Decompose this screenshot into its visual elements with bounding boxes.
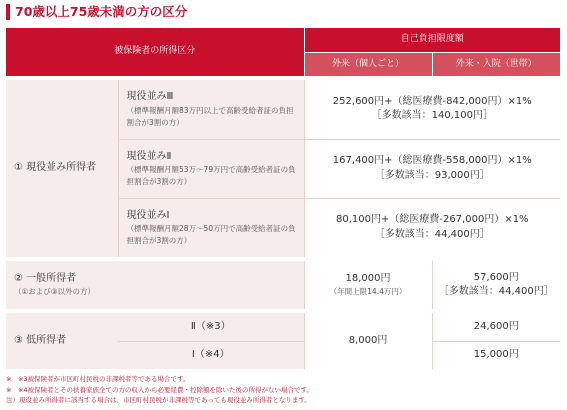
category-general-income xyxy=(6,261,304,309)
low-2-household-limit xyxy=(432,313,560,341)
limit-annual-note: （年間上限14.4万円） xyxy=(329,286,407,296)
general-household-limit xyxy=(432,261,560,309)
tier-note: （標準報酬月額53万～79万円で高齢受給者証の負担割合が3割の方） xyxy=(126,165,296,186)
tier-active-3 xyxy=(118,80,304,139)
limit-table xyxy=(6,28,560,369)
limit-multiple: ［多数該当：44,400円］ xyxy=(374,228,490,240)
footnotes xyxy=(6,374,562,406)
table-row xyxy=(6,313,560,341)
tier-active-1-limit xyxy=(304,198,560,257)
limit-multiple: ［多数該当：93,000円］ xyxy=(374,169,490,181)
header-outpatient-individual xyxy=(304,52,432,76)
page-title: 70歳以上75歳未満の方の区分 xyxy=(6,4,187,20)
header-outpatient-inpatient-household xyxy=(432,52,560,76)
limit-multiple: ［多数該当：44,400円］ xyxy=(438,286,554,297)
category-general-income-label: ② 一般所得者 xyxy=(14,273,77,285)
header-limit-title xyxy=(304,28,560,52)
header-limit-title-label: 自己負担限度額 xyxy=(400,34,464,45)
tier-active-1 xyxy=(118,198,304,257)
header-income-category xyxy=(6,28,304,76)
general-outpatient-limit xyxy=(304,261,432,309)
tier-name: Ⅱ（※3） xyxy=(190,320,231,332)
limit-amount: 15,000円 xyxy=(473,349,519,360)
tier-active-2-limit xyxy=(304,139,560,198)
footnote-note: 注）現役並み所得者に該当する場合は、市区町村民税が非課税等であっても現役並み所得者となります。 xyxy=(6,396,311,404)
tier-name: 現役並みⅢ xyxy=(126,91,174,103)
category-low-income-label: ③ 低所得者 xyxy=(14,334,67,346)
limit-amount: 18,000円 xyxy=(345,273,391,285)
tier-note: （標準報酬月額28万～50万円で高齢受給者証の負担割合が3割の方） xyxy=(126,224,296,245)
tier-low-1 xyxy=(118,341,304,369)
footnote-3: ※ ※3被保険者が市区町村民税の非課税者等である場合です。 xyxy=(6,375,190,383)
tier-name: 現役並みⅠ xyxy=(126,209,170,221)
tier-name: Ⅰ（※4） xyxy=(191,349,230,360)
tier-active-3-limit xyxy=(304,80,560,139)
tier-low-2 xyxy=(118,313,304,341)
category-low-income xyxy=(6,313,118,369)
tier-active-2 xyxy=(118,139,304,198)
limit-amount: 24,600円 xyxy=(473,320,519,332)
limit-amount: 8,000円 xyxy=(348,334,388,346)
category-general-income-note: （①および③以外の方） xyxy=(14,286,95,296)
limit-multiple: ［多数該当：140,100円］ xyxy=(371,110,493,122)
category-active-income xyxy=(6,80,118,257)
tier-name: 現役並みⅡ xyxy=(126,150,172,162)
low-1-household-limit xyxy=(432,341,560,369)
limit-amount: 57,600円 xyxy=(473,271,519,283)
header-income-category-label: 被保険者の所得区分 xyxy=(114,46,196,57)
table-row xyxy=(6,261,560,309)
tier-note: （標準報酬月額83万円以上で高齢受給者証の負担割合が3割の方） xyxy=(126,105,294,127)
limit-formula: 167,400円+（総医療費-558,000円）×1% xyxy=(332,155,532,166)
header-household-label: 外来・入院（世帯） xyxy=(455,58,537,69)
table-row xyxy=(6,80,560,139)
category-active-income-label: ① 現役並み所得者 xyxy=(14,162,97,174)
footnote-4: ※ ※4被保険者とその扶養家族全ての方の収入から必要経費・控除額を除いた後の所得がない場合です。 xyxy=(6,385,314,394)
low-outpatient-limit xyxy=(304,313,432,369)
limit-formula: 80,100円+（総医療費-267,000円）×1% xyxy=(335,214,529,226)
header-row-1 xyxy=(6,28,560,52)
header-outpatient-individual-label: 外来（個人ごと） xyxy=(332,58,405,69)
limit-formula: 252,600円+（総医療費-842,000円）×1% xyxy=(332,95,532,107)
